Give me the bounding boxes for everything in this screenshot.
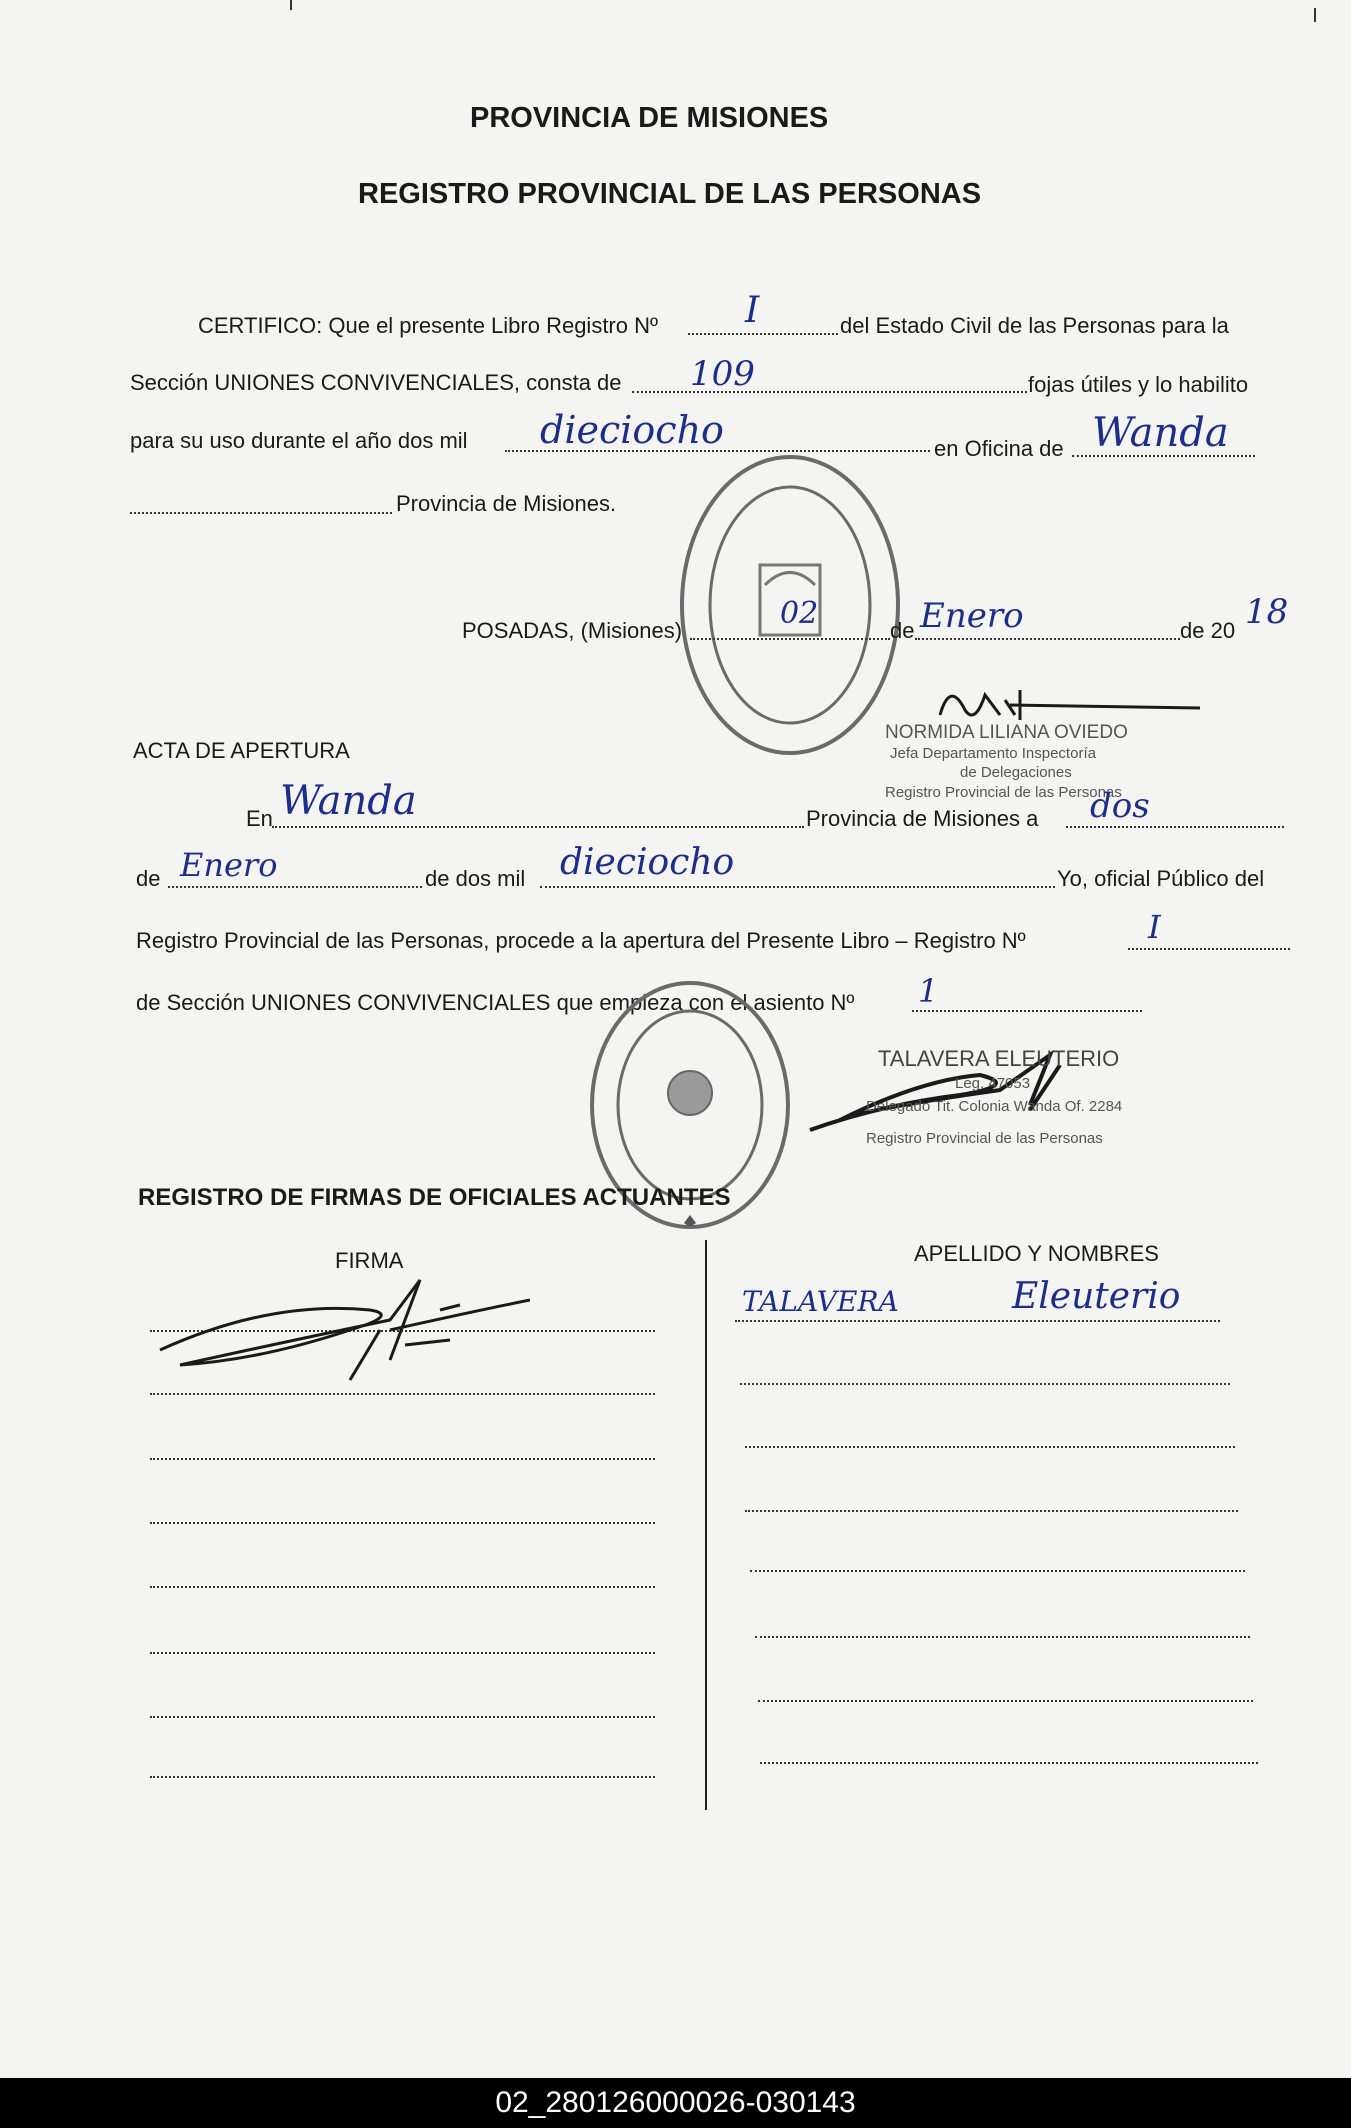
page-title: PROVINCIA DE MISIONES [470, 102, 829, 134]
cert-line4: Provincia de Misiones. [396, 491, 617, 516]
nombre-line [750, 1570, 1245, 1572]
opening-l2-a: de [136, 866, 161, 891]
nombre-line [735, 1320, 1220, 1322]
signer1-title3: Registro Provincial de las Personas [885, 784, 1122, 801]
signature-firma-1 [150, 1270, 530, 1385]
firma-line [150, 1652, 655, 1654]
signer1-title1: Jefa Departamento Inspectoría [890, 745, 1096, 762]
hw-mes-2: Enero [180, 846, 278, 884]
opening-l1-b: Provincia de Misiones a [806, 806, 1039, 831]
nombre-line [740, 1383, 1230, 1385]
acta-heading: ACTA DE APERTURA [133, 738, 350, 763]
firma-line [150, 1458, 655, 1460]
cert-line2-a: Sección UNIONES CONVIVENCIALES, consta de [130, 370, 622, 395]
column-divider [705, 1240, 707, 1810]
hw-libro-number: I [745, 290, 760, 331]
hw-lugar: Wanda [280, 778, 417, 824]
col-firma: FIRMA [335, 1248, 404, 1273]
hw-oficina: Wanda [1092, 410, 1229, 456]
opening-l1-a: En [246, 806, 273, 831]
signer2-leg: Leg. 47053 [955, 1075, 1031, 1092]
signer2-title2: Registro Provincial de las Personas [866, 1130, 1103, 1147]
signer1-title2: de Delegaciones [960, 764, 1072, 781]
opening-l2-c: Yo, oficial Público del [1057, 866, 1265, 891]
firma-line [150, 1522, 655, 1524]
firma-line [150, 1716, 655, 1718]
signer2-name: TALAVERA ELEUTERIO [878, 1046, 1120, 1071]
cert-line3-a: para su uso durante el año dos mil [130, 428, 468, 453]
hw-anio-corto: 18 [1245, 592, 1289, 632]
cert-line1-b: del Estado Civil de las Personas para la [840, 313, 1229, 338]
col-apellido-nombres: APELLIDO Y NOMBRES [914, 1241, 1159, 1266]
nombre-line [758, 1700, 1253, 1702]
date-a: POSADAS, (Misiones) [462, 618, 683, 643]
hw-mes: Enero [920, 596, 1024, 636]
top-edge-mark [1314, 8, 1316, 22]
hw-fojas: 109 [690, 354, 755, 394]
hw-nombre-nombre: Eleuterio [1012, 1276, 1181, 1317]
hw-nombre-apellido: TALAVERA [742, 1285, 899, 1318]
hw-anio: dieciocho [540, 408, 724, 452]
cert-line2-b: fojas útiles y lo habilito [1028, 372, 1249, 397]
page-subtitle: REGISTRO PROVINCIAL DE LAS PERSONAS [358, 178, 982, 210]
firmas-heading: REGISTRO DE FIRMAS DE OFICIALES ACTUANTES [138, 1184, 731, 1211]
nombre-line [760, 1762, 1258, 1764]
firma-line [150, 1776, 655, 1778]
cert-line3-b: en Oficina de [934, 436, 1064, 461]
opening-l4: de Sección UNIONES CONVIVENCIALES que empieza con el asiento Nº [136, 990, 855, 1015]
date-c: de 20 [1180, 618, 1236, 643]
opening-l3: Registro Provincial de las Personas, procede a la apertura del Presente Libro – Registro Nº [136, 928, 1026, 953]
nombre-line [745, 1446, 1235, 1448]
hw-anio-2: dieciocho [560, 842, 735, 883]
top-edge-mark [290, 0, 292, 10]
signer1-name: NORMIDA LILIANA OVIEDO [885, 722, 1128, 743]
opening-l2-b: de dos mil [425, 866, 526, 891]
cert-line1-a: CERTIFICO: Que el presente Libro Registro Nº [198, 313, 659, 338]
signature-oviedo [920, 670, 1220, 730]
firma-line [150, 1586, 655, 1588]
hw-asiento: 1 [918, 972, 939, 1010]
signer2-title1: Delegado Tit. Colonia Wanda Of. 2284 [866, 1098, 1123, 1115]
hw-registro: I [1148, 908, 1161, 946]
hw-dia: 02 [780, 596, 819, 631]
date-b: de [890, 618, 915, 643]
firma-line [150, 1393, 655, 1395]
nombre-line [745, 1510, 1238, 1512]
document-code: 02_280126000026-030143 [495, 2086, 856, 2119]
hw-dia-2: dos [1090, 786, 1150, 826]
nombre-line [755, 1636, 1250, 1638]
